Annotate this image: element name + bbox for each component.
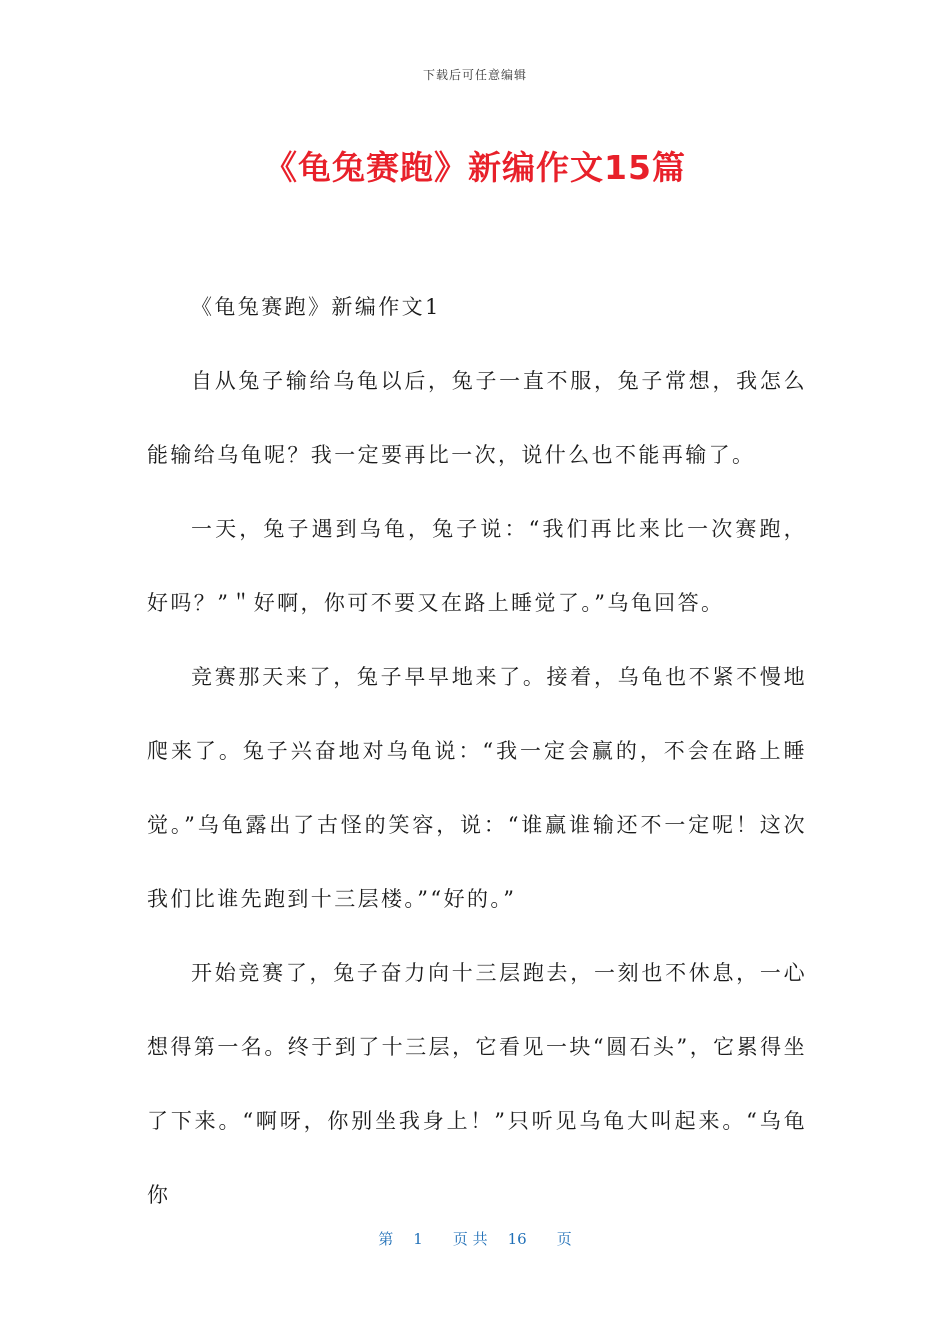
paragraph: 自从兔子输给乌龟以后，兔子一直不服，兔子常想，我怎么能输给乌龟呢？我一定要再比一次，说什么也不能再输了。 xyxy=(147,369,807,467)
footer-current-page: 1 xyxy=(413,1230,423,1248)
paragraph: 一天，兔子遇到乌龟，兔子说：“我们再比来比一次赛跑，好吗？”＂好啊，你可不要又在路上睡觉了。”乌龟回答。 xyxy=(147,517,807,615)
section-heading: 《龟兔赛跑》新编作文1 xyxy=(191,295,441,319)
document-title: 《龟兔赛跑》新编作文15篇 xyxy=(264,148,686,187)
paragraph: 开始竞赛了，兔子奋力向十三层跑去，一刻也不休息，一心想得第一名。终于到了十三层，它看见一块“圆石头”，它累得坐了下来。“啊呀，你别坐我身上！”只听见乌龟大叫起来。“乌龟你 xyxy=(147,961,807,1207)
header-note: 下载后可任意编辑 xyxy=(422,68,527,82)
footer-suffix: 页 xyxy=(556,1230,572,1248)
footer-middle: 页 共 xyxy=(452,1230,488,1248)
footer-total-pages: 16 xyxy=(507,1230,527,1248)
page-footer xyxy=(0,1228,950,1249)
document-body xyxy=(147,270,807,1232)
footer-prefix: 第 xyxy=(378,1230,394,1248)
paragraph: 竞赛那天来了，兔子早早地来了。接着，乌龟也不紧不慢地爬来了。兔子兴奋地对乌龟说：“我一定会赢的，不会在路上睡觉。”乌龟露出了古怪的笑容，说：“谁赢谁输还不一定呢！这次我们比谁先跑到十三层楼。”“好的。” xyxy=(147,665,807,911)
